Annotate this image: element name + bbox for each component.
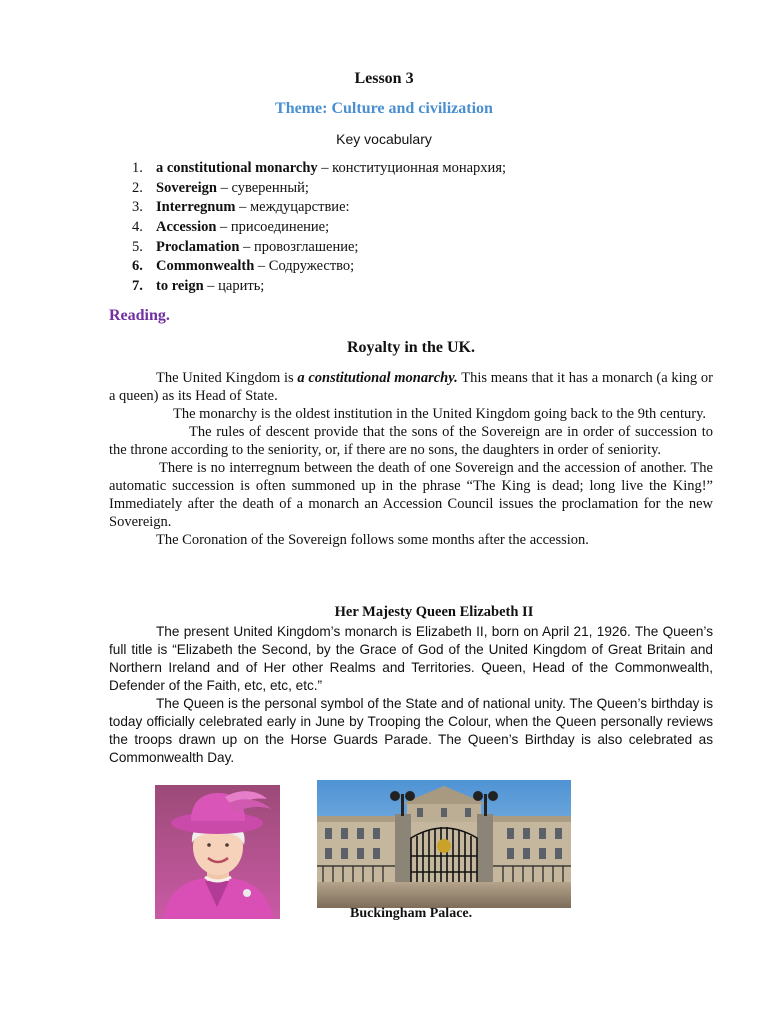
paragraph: The Coronation of the Sovereign follows some months after the accession. xyxy=(156,532,589,548)
reading-text xyxy=(109,369,713,549)
vocabulary-term: Proclamation xyxy=(156,238,240,255)
image-caption: Buckingham Palace. xyxy=(350,906,473,921)
vocabulary-list xyxy=(132,159,506,297)
paragraph: There is no interregnum between the death of one Sovereign and the accession of another. The automatic succession is often summoned up in the phrase “The King is dead; long live the King!” Immediately after the death of a monarch an Accession Council issues the proclamation for the new Sovereign. xyxy=(109,460,713,530)
paragraph: The monarchy is the oldest institution in the United Kingdom going back to the 9th century. xyxy=(173,406,707,422)
reading-title: Royalty in the UK. xyxy=(347,339,475,356)
paragraph: The rules of descent provide that the sons of the Sovereign are in order of succession to the throne according to the seniority, or, if there are no sons, the daughters in order of seniority. xyxy=(109,424,713,458)
vocabulary-term: Sovereign xyxy=(156,179,217,196)
vocabulary-term: Commonwealth xyxy=(156,258,255,275)
vocabulary-item: 3. Interregnum – междуцарствие: xyxy=(132,199,350,216)
buckingham-palace-photo xyxy=(317,780,571,908)
vocabulary-item: 2. Sovereign – суверенный; xyxy=(132,179,309,196)
vocabulary-item: 5. Proclamation – провозглашение; xyxy=(132,238,359,255)
paragraph: The Queen is the personal symbol of the State and of national unity. The Queen’s birthday is today officially celebrated early in June by Trooping the Colour, when the Queen personally reviews the troops drawn up on the Horse Guards Parade. The Queen’s Birthday is also celebrated as Commonwealth Day. xyxy=(109,696,713,765)
vocabulary-item: 7. to reign – царить; xyxy=(132,278,265,295)
paragraph: The United Kingdom is a constitutional monarchy. This means that it has a monarch (a king or a queen) as its Head of State. xyxy=(109,370,713,404)
queen-section-text xyxy=(109,623,713,767)
queen-photo xyxy=(155,785,280,919)
lesson-title: Lesson 3 xyxy=(354,70,414,87)
reading-label: Reading. xyxy=(109,307,170,324)
emphasis: a constitutional monarchy. xyxy=(297,370,458,386)
paragraph: The present United Kingdom’s monarch is Elizabeth II, born on April 21, 1926. The Queen’s full title is “Elizabeth the Second, by the Grace of God of the United Kingdom of Great Britain and Northern Ireland and of Her other Realms and Territories. Queen, Head of the Commonwealth, Defender of the Faith, etc, etc, etc.” xyxy=(109,624,713,693)
theme-heading: Theme: Culture and civilization xyxy=(275,100,493,117)
vocabulary-term: Interregnum xyxy=(156,199,236,216)
queen-section-title: Her Majesty Queen Elizabeth II xyxy=(334,604,534,620)
vocabulary-item: 1. a constitutional monarchy – конституционная монархия; xyxy=(132,160,507,176)
vocabulary-term: a constitutional monarchy xyxy=(156,160,318,176)
vocabulary-term: Accession xyxy=(156,219,217,236)
vocabulary-term: to reign xyxy=(156,278,204,295)
vocabulary-item: 4. Accession – присоединение; xyxy=(132,219,330,236)
key-vocabulary-heading: Key vocabulary xyxy=(336,131,432,147)
vocabulary-item: 6. Commonwealth – Содружество; xyxy=(132,258,355,275)
